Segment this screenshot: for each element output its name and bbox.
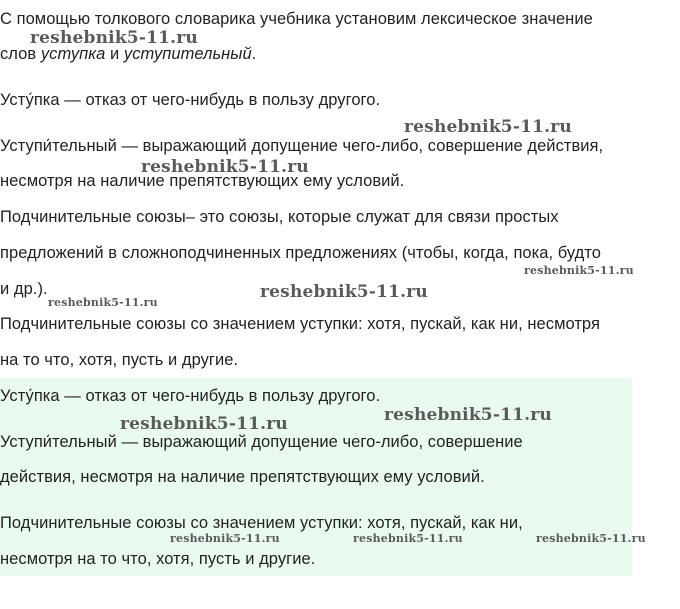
watermark: reshebnik5-11.ru [524, 264, 634, 277]
watermark: reshebnik5-11.ru [141, 157, 309, 177]
intro-conj: и [105, 45, 124, 63]
concessive-line-1: Подчинительные союзы со значением уступки: хотя, пускай, как ни, несмотря [0, 315, 600, 333]
watermark: reshebnik5-11.ru [120, 414, 288, 434]
intro-word-ustupitelny: уступительный [123, 45, 252, 63]
conjunctions-line-2: предложений в сложноподчиненных предложениях (чтобы, когда, пока, будто [0, 244, 601, 262]
watermark: reshebnik5-11.ru [404, 117, 572, 137]
watermark: reshebnik5-11.ru [536, 532, 646, 545]
watermark: reshebnik5-11.ru [170, 532, 280, 545]
answer-ustupitelny-line-1: Уступи́тельный — выражающий допущение чего-либо, совершение [0, 433, 523, 451]
watermark: reshebnik5-11.ru [384, 405, 552, 425]
answer-concessive-line-1: Подчинительные союзы со значением уступки: хотя, пускай, как ни, [0, 514, 523, 532]
watermark: reshebnik5-11.ru [48, 296, 158, 309]
concessive-line-2: на то что, хотя, пусть и другие. [0, 351, 239, 369]
watermark: reshebnik5-11.ru [260, 282, 428, 302]
definition-ustupitelny-line-1: Уступи́тельный — выражающий допущение чего-либо, совершение действия, [0, 137, 604, 155]
definition-ustupka: Усту́пка — отказ от чего-нибудь в пользу другого. [0, 91, 381, 109]
answer-ustupitelny-line-2: действия, несмотря на наличие препятствующих ему условий. [0, 468, 485, 486]
intro-line-1: С помощью толкового словарика учебника установим лексическое значение [0, 10, 593, 28]
definition-ustupitelny-line-2: несмотря на наличие препятствующих ему условий. [0, 172, 405, 190]
intro-prefix: слов [0, 45, 41, 63]
intro-suffix: . [251, 45, 257, 63]
answer-ustupka: Усту́пка — отказ от чего-нибудь в пользу другого. [0, 387, 381, 405]
watermark: reshebnik5-11.ru [353, 532, 463, 545]
conjunctions-line-3: и др.). [0, 280, 48, 298]
answer-concessive-line-2: несмотря на то что, хотя, пусть и другие. [0, 550, 316, 568]
conjunctions-line-1: Подчинительные союзы– это союзы, которые служат для связи простых [0, 208, 559, 226]
intro-word-ustupka: уступка [40, 45, 106, 63]
watermark: reshebnik5-11.ru [30, 28, 198, 48]
